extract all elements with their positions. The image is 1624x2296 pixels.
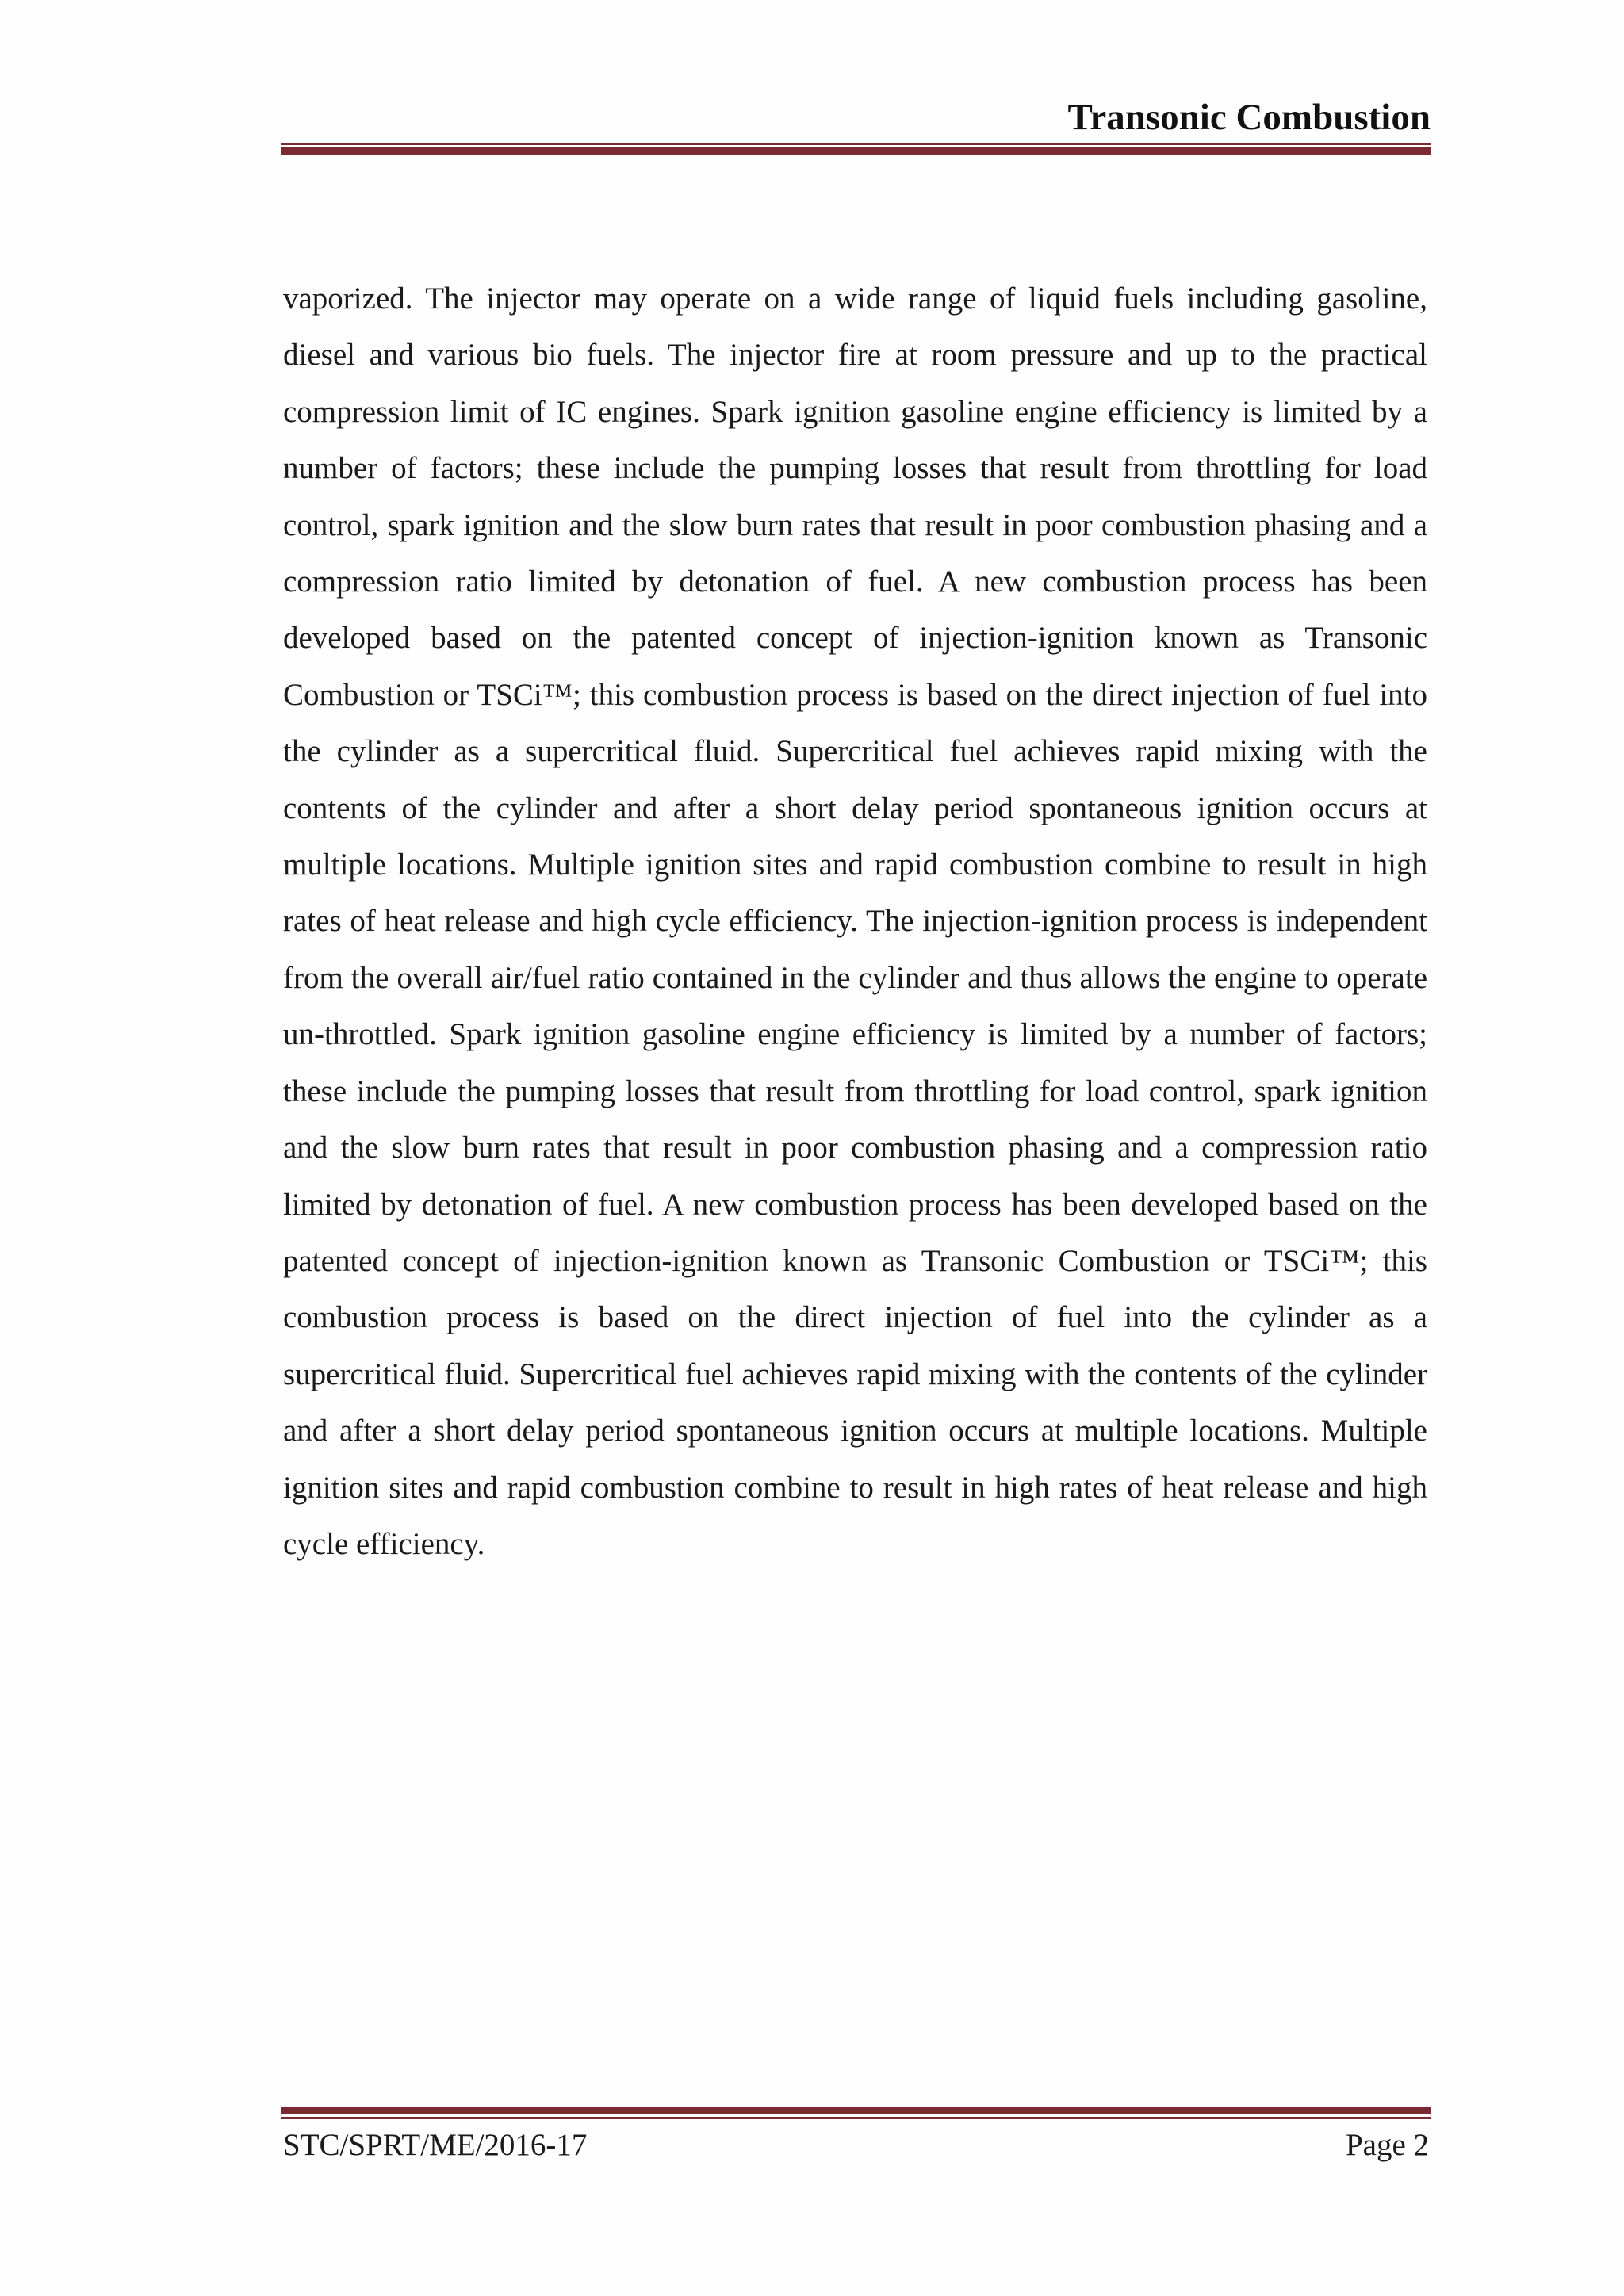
body-paragraph: vaporized. The injector may operate on a wide range of liquid fuels including gasoline, diesel and various bio fuels. The injector fire at room pressure and up to the practical compression limit of IC engines. Spark ignition gasoline engine efficiency is limited by a number of factors; these include the pumping losses that result from throttling for load control, spark ignition and the slow burn rates that result in poor combustion phasing and a compression ratio limited by detonation of fuel. A new combustion process has been developed based on the patented concept of injection-ignition known as Transonic Combustion or TSCi™; this combustion process is based on the direct injection of fuel into the cylinder as a supercritical fluid. Supercritical fuel achieves rapid mixing with the contents of the cylinder and after a short delay period spontaneous ignition occurs at multiple locations. Multiple ignition sites and rapid combustion combine to result in high rates of heat release and high cycle efficiency. The injection-ignition process is independent from the overall air/fuel ratio contained in the cylinder and thus allows the engine to operate un-throttled. Spark ignition gasoline engine efficiency is limited by a number of factors; these include the pumping losses that result from throttling for load control, spark ignition and the slow burn rates that result in poor combustion phasing and a compression ratio limited by detonation of fuel. A new combustion process has been developed based on the patented concept of injection-ignition known as Transonic Combustion or TSCi™; this combustion process is based on the direct injection of fuel into the cylinder as a supercritical fluid. Supercritical fuel achieves rapid mixing with the contents of the cylinder and after a short delay period spontaneous ignition occurs at multiple locations. Multiple ignition sites and rapid combustion combine to result in high rates of heat release and high cycle efficiency. xyxy=(283,281,1427,1561)
header-title: Transonic Combustion xyxy=(1067,97,1431,138)
footer-page-number: Page 2 xyxy=(1345,2128,1429,2162)
footer-rule-thin xyxy=(281,2117,1431,2119)
header-divider xyxy=(281,143,1431,155)
footer-divider xyxy=(281,2107,1431,2119)
header-rule-thick xyxy=(281,147,1431,155)
footer-doc-code: STC/SPRT/ME/2016-17 xyxy=(283,2128,588,2162)
footer-rule-thick xyxy=(281,2107,1431,2114)
